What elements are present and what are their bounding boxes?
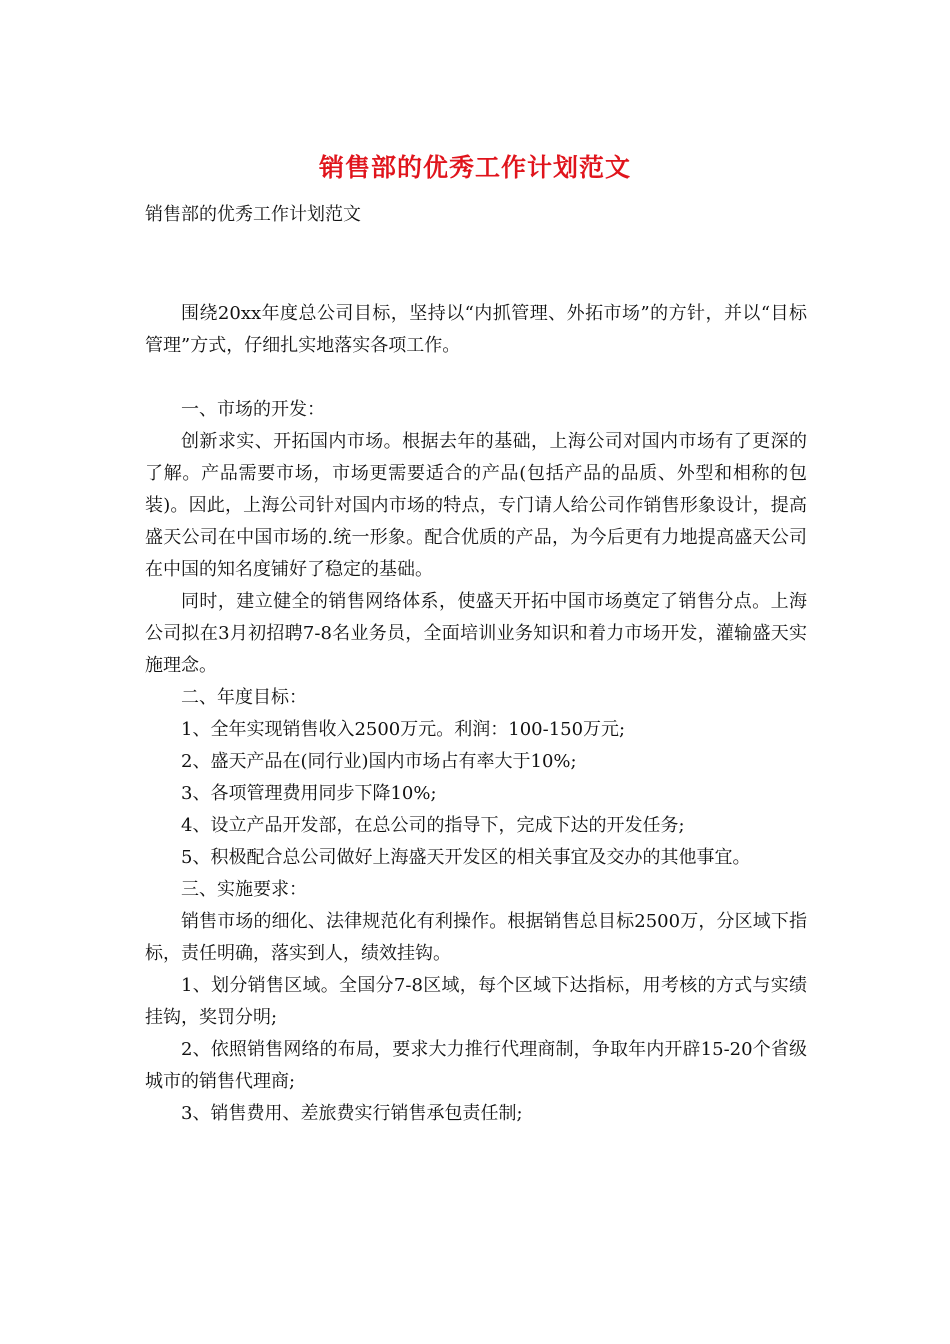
section-heading-market: 一、市场的开发： <box>181 399 325 420</box>
network-paragraph: 同时，建立健全的销售网络体系，使盛天开拓中国市场奠定了销售分点。上海公司拟在3月初招聘7-8名业务员，全面培训业务知识和着力市场开发，灌输盛天实施理念。 <box>145 591 807 676</box>
goal-item: 4、设立产品开发部，在总公司的指导下，完成下达的开发任务; <box>181 815 685 836</box>
requirement-item: 1、划分销售区域。全国分7-8区域，每个区域下达指标，用考核的方式与实绩挂钩，奖罚分明; <box>145 975 807 1028</box>
requirements-paragraph: 销售市场的细化、法律规范化有利操作。根据销售总目标2500万，分区域下指标，责任明确，落实到人，绩效挂钩。 <box>145 911 807 964</box>
section-heading-requirements: 三、实施要求： <box>181 879 307 900</box>
section-heading-goals: 二、年度目标： <box>181 687 307 708</box>
requirement-item: 3、销售费用、差旅费实行销售承包责任制; <box>181 1103 523 1124</box>
goal-item: 2、盛天产品在(同行业)国内市场占有率大于10%; <box>181 751 577 772</box>
document-title: 销售部的优秀工作计划范文 <box>318 153 631 182</box>
paragraph-gap <box>145 362 807 394</box>
intro-paragraph: 围绕20xx年度总公司目标，坚持以“内抓管理、外拓市场”的方针，并以“目标管理”方式，仔细扎实地落实各项工作。 <box>145 303 807 356</box>
goal-item: 5、积极配合总公司做好上海盛天开发区的相关事宜及交办的其他事宜。 <box>181 847 751 868</box>
goal-item: 1、全年实现销售收入2500万元。利润：100-150万元; <box>181 719 626 740</box>
document-subtitle: 销售部的优秀工作计划范文 <box>145 204 361 225</box>
goal-item: 3、各项管理费用同步下降10%; <box>181 783 437 804</box>
document-body <box>145 298 807 1130</box>
market-paragraph: 创新求实、开拓国内市场。根据去年的基础，上海公司对国内市场有了更深的了解。产品需要市场，市场更需要适合的产品(包括产品的品质、外型和相称的包装)。因此，上海公司针对国内市场的特点，专门请人给公司作销售形象设计，提高盛天公司在中国市场的.统一形象。配合优质的产品，为今后更有力地提高盛天公司在中国的知名度铺好了稳定的基础。 <box>145 431 807 580</box>
requirement-item: 2、依照销售网络的布局，要求大力推行代理商制，争取年内开辟15-20个省级城市的销售代理商; <box>145 1039 807 1092</box>
